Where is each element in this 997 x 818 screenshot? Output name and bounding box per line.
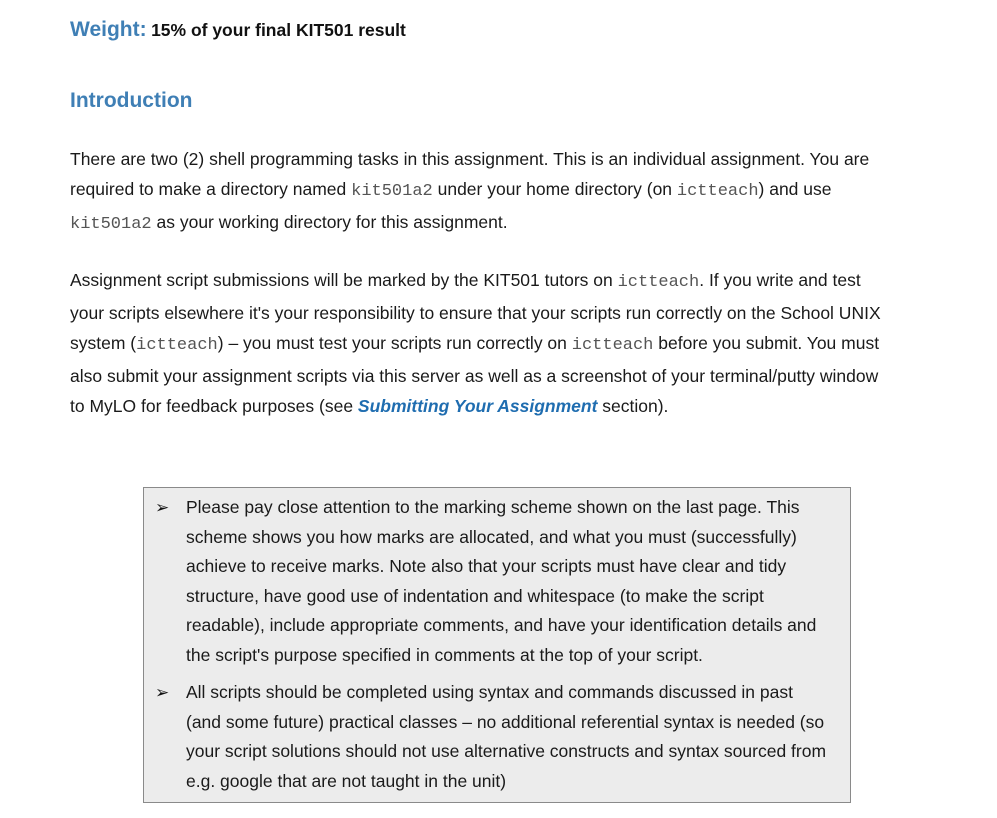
p2-text: section). [597, 396, 669, 416]
p2-code: ictteach [136, 336, 218, 355]
weight-line [70, 18, 406, 42]
p1-code: kit501a2 [351, 182, 433, 201]
intro-paragraph [70, 144, 890, 240]
p2-text: ) – you must test your scripts run correctly on [217, 333, 572, 353]
p1-text: as your working directory for this assignment. [151, 212, 508, 232]
note-item [155, 493, 832, 670]
p2-text: . If you write and test your scripts elsewhere it's your responsibility to ensure that your scripts run correctly on the School UNIX system ( [70, 270, 881, 353]
p1-code: ictteach [676, 182, 759, 201]
submission-paragraph [70, 265, 890, 421]
note-item [155, 678, 832, 796]
arrow-bullet-icon: ➢ [155, 683, 170, 702]
p2-text: Assignment script submissions will be marked by the KIT501 tutors on [70, 270, 618, 290]
p2-code: ictteach [571, 336, 654, 355]
p1-text: ) and use [758, 179, 832, 199]
p2-text: before you submit. You must also submit your assignment scripts via this server as well as a screenshot of your terminal/putty window to MyLO for feedback purposes (see [70, 333, 880, 416]
introduction-heading: Introduction [70, 89, 193, 112]
note-text: All scripts should be completed using syntax and commands discussed in past (and some future) practical classes – no additional referential syntax is needed (so your script solutions should not use alternative constructs and syntax sourced from e.g. google that are not taught in the unit) [186, 682, 827, 791]
note-text: Please pay close attention to the marking scheme shown on the last page. This scheme shows you how marks are allocated, and what you must (successfully) achieve to receive marks. Note also that your scripts must have clear and tidy structure, have good use of indentation and whitespace (to make the script readable), include appropriate comments, and have your identification details and the script's purpose specified in comments at the top of your script. [186, 497, 817, 665]
weight-value: 15% of your final KIT501 result [151, 20, 406, 40]
weight-label: Weight: [70, 18, 147, 41]
p1-code: kit501a2 [70, 215, 152, 234]
submitting-assignment-link[interactable]: Submitting Your Assignment [357, 396, 598, 416]
p2-code: ictteach [617, 273, 700, 292]
p1-text: There are two (2) shell programming tasks in this assignment. This is an individual assignment. You are required to make a directory named [70, 149, 870, 199]
p1-text: under your home directory (on [432, 179, 677, 199]
arrow-bullet-icon: ➢ [155, 498, 170, 517]
notes-box [143, 487, 851, 803]
